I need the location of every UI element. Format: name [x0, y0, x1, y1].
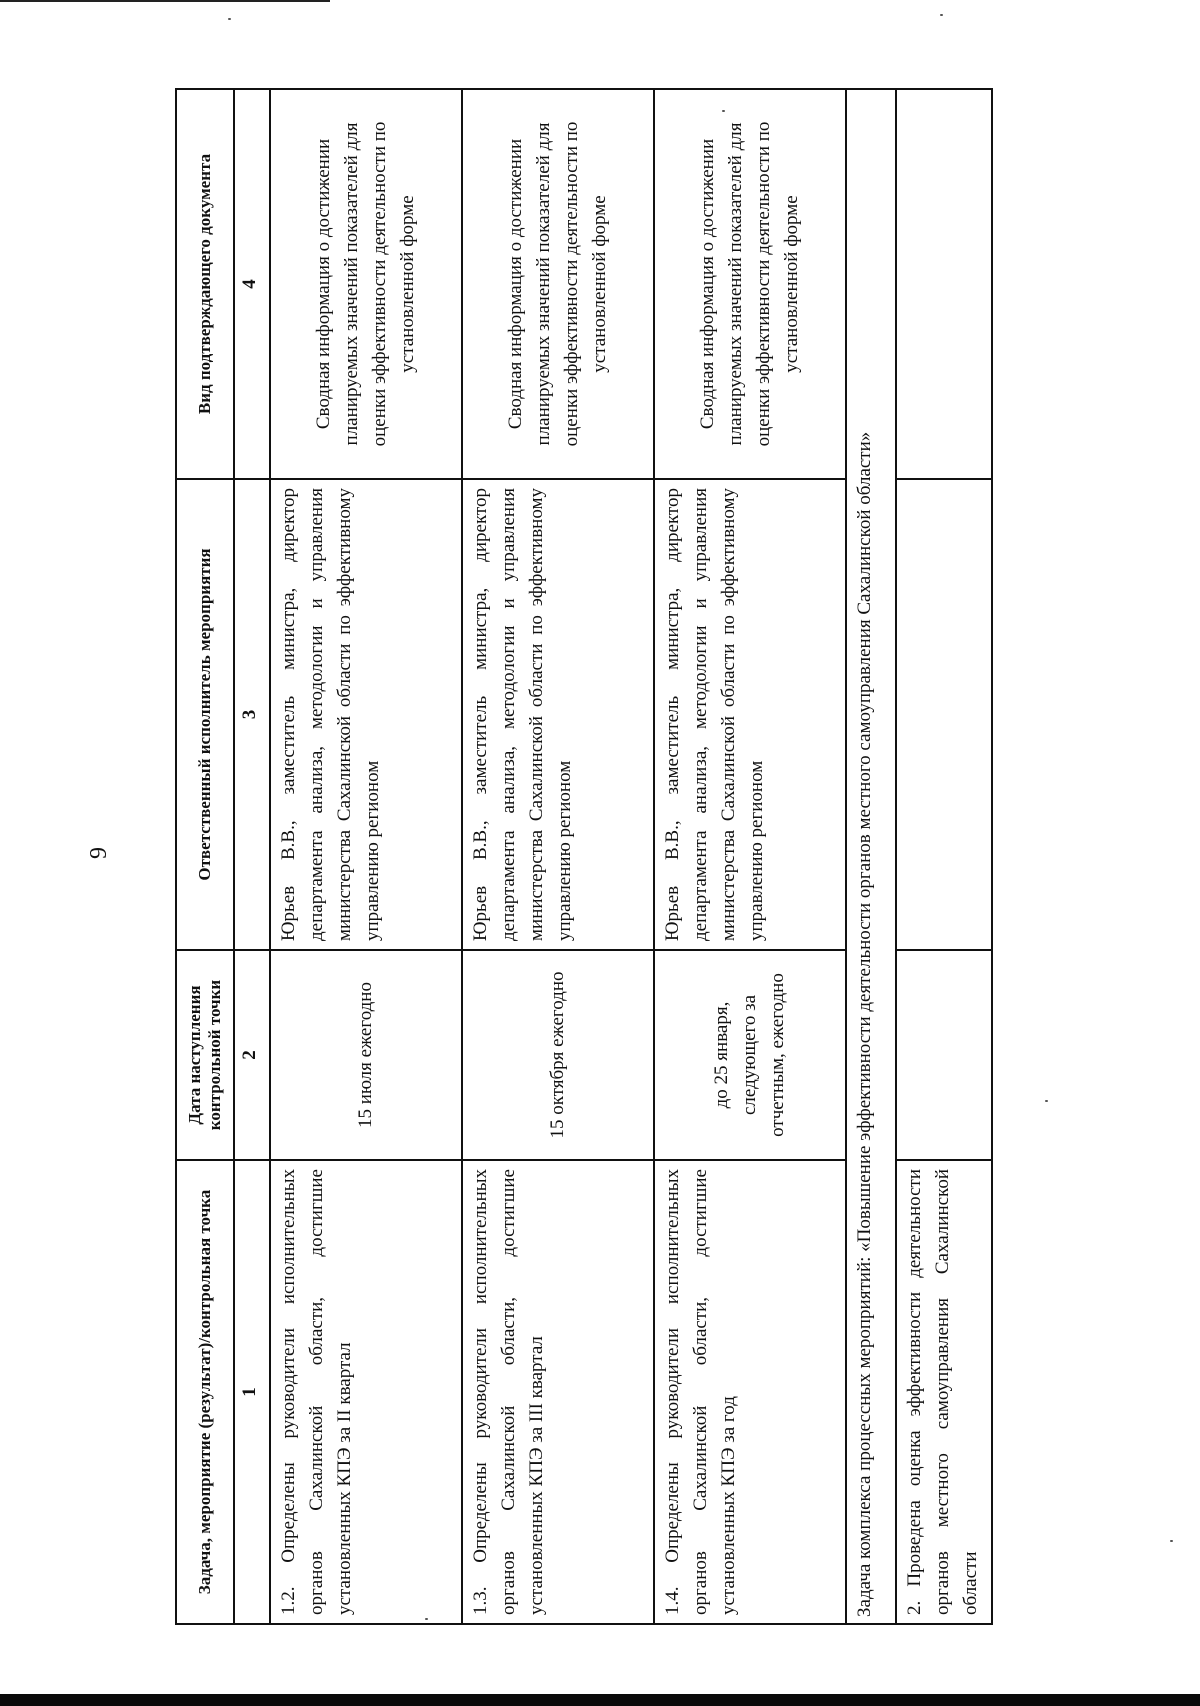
task-heading: Задача комплекса процессных мероприятий: «Повышение эффективности деятельности органов местного самоуправления Сахалинской области»	[846, 89, 896, 1624]
row-responsible: Юрьев В.В., заместитель министра, директор департамента анализа, методологии и управления министерства Сахалинской области по эффективному управлению регионом	[654, 479, 846, 950]
rotated-table-container	[175, 90, 1065, 1625]
task-heading-row	[846, 89, 896, 1624]
row-document: Сводная информация о достижении планируемых значений показателей для оценки эффективности деятельности по установленной форме	[270, 89, 462, 479]
table-row	[654, 89, 846, 1624]
scan-speck	[228, 18, 231, 20]
row-task: 1.2. Определены руководители исполнительных органов Сахалинской области, достигшие установленных КПЭ за II квартал	[270, 1160, 462, 1624]
page-number: 9	[86, 847, 112, 859]
column-number: 2	[234, 950, 270, 1160]
scan-speck	[940, 14, 943, 16]
table-row	[462, 89, 654, 1624]
top-rule	[0, 0, 330, 2]
header-row	[176, 89, 234, 1624]
row-document	[896, 89, 992, 479]
row-task: 2. Проведена оценка эффективности деятельности органов местного самоуправления Сахалинской области	[896, 1160, 992, 1624]
row-responsible: Юрьев В.В., заместитель министра, директор департамента анализа, методологии и управления министерства Сахалинской области по эффективному управлению регионом	[462, 479, 654, 950]
table-row	[896, 89, 992, 1624]
scan-bottom-edge	[0, 1694, 1200, 1706]
column-number-row	[234, 89, 270, 1624]
scan-speck	[1170, 1540, 1173, 1542]
row-date	[896, 950, 992, 1160]
activities-table	[175, 88, 993, 1625]
row-responsible: Юрьев В.В., заместитель министра, директор департамента анализа, методологии и управления министерства Сахалинской области по эффективному управлению регионом	[270, 479, 462, 950]
column-number: 4	[234, 89, 270, 479]
row-document: Сводная информация о достижении планируемых значений показателей для оценки эффективности деятельности по установленной форме	[462, 89, 654, 479]
header-document: Вид подтверждающего документа	[176, 89, 234, 479]
header-responsible: Ответственный исполнитель мероприятия	[176, 479, 234, 950]
row-task: 1.4. Определены руководители исполнительных органов Сахалинской области, достигшие установленных КПЭ за год	[654, 1160, 846, 1624]
row-task: 1.3. Определены руководители исполнительных органов Сахалинской области, достигшие установленных КПЭ за III квартал	[462, 1160, 654, 1624]
row-date: до 25 января, следующего за отчетным, ежегодно	[654, 950, 846, 1160]
row-responsible	[896, 479, 992, 950]
header-date: Дата наступления контрольной точки	[176, 950, 234, 1160]
column-number: 3	[234, 479, 270, 950]
row-document: Сводная информация о достижении планируемых значений показателей для оценки эффективности деятельности по установленной форме	[654, 89, 846, 479]
header-task: Задача, мероприятие (результат)/контрольная точка	[176, 1160, 234, 1624]
column-number: 1	[234, 1160, 270, 1624]
row-date: 15 июля ежегодно	[270, 950, 462, 1160]
row-date: 15 октября ежегодно	[462, 950, 654, 1160]
table-row	[270, 89, 462, 1624]
